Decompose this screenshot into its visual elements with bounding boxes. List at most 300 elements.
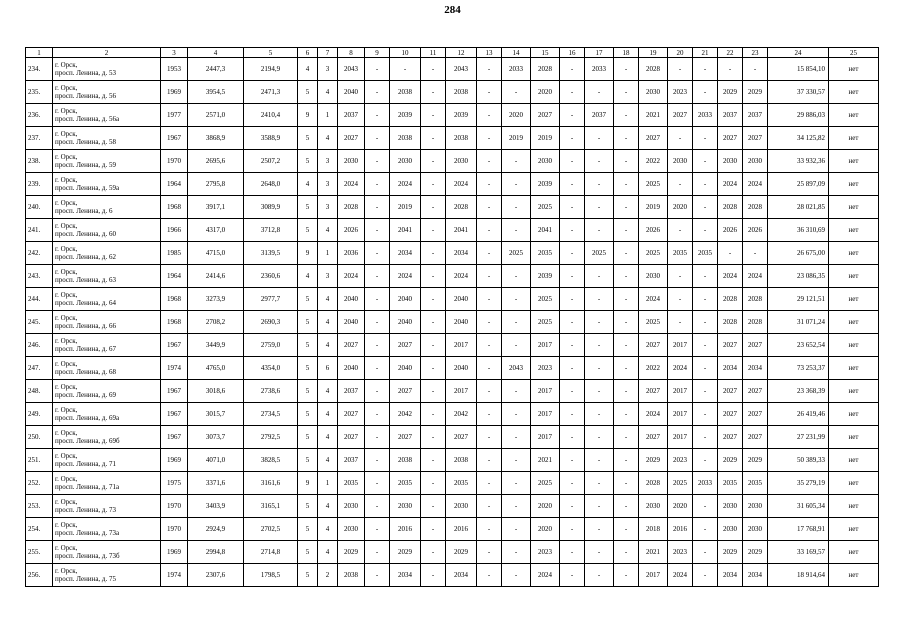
table-cell: 2024 bbox=[390, 265, 421, 288]
table-cell: 5 bbox=[298, 564, 318, 587]
cost-cell: 36 310,69 bbox=[768, 219, 829, 242]
table-cell: 2041 bbox=[446, 219, 477, 242]
table-cell: 2033 bbox=[585, 58, 614, 81]
table-cell: - bbox=[560, 81, 585, 104]
table-cell: - bbox=[614, 311, 639, 334]
column-number: 19 bbox=[639, 48, 668, 58]
table-cell: 3 bbox=[318, 196, 338, 219]
table-cell: 2027 bbox=[446, 426, 477, 449]
table-cell: 2040 bbox=[338, 288, 365, 311]
table-cell: - bbox=[421, 265, 446, 288]
table-cell: 2029 bbox=[338, 541, 365, 564]
table-cell: - bbox=[585, 449, 614, 472]
table-cell: нет bbox=[829, 426, 879, 449]
table-cell: 2024 bbox=[390, 173, 421, 196]
table-cell: 2017 bbox=[446, 380, 477, 403]
table-cell: - bbox=[477, 541, 502, 564]
table-cell: 2016 bbox=[390, 518, 421, 541]
table-cell: 2016 bbox=[668, 518, 693, 541]
row-number: 246. bbox=[26, 334, 53, 357]
table-cell: - bbox=[693, 518, 718, 541]
table-cell: 3015,7 bbox=[188, 403, 244, 426]
table-cell: 9 bbox=[298, 242, 318, 265]
table-cell: 1798,5 bbox=[244, 564, 298, 587]
table-cell: 3954,5 bbox=[188, 81, 244, 104]
table-cell: 2027 bbox=[639, 426, 668, 449]
table-row bbox=[26, 403, 879, 426]
address-cell bbox=[53, 242, 161, 265]
table-cell: 2040 bbox=[338, 357, 365, 380]
table-cell: - bbox=[560, 472, 585, 495]
table-cell: - bbox=[693, 81, 718, 104]
table-cell: - bbox=[668, 311, 693, 334]
table-cell: - bbox=[365, 472, 390, 495]
table-cell: - bbox=[421, 426, 446, 449]
table-cell: 2029 bbox=[718, 81, 743, 104]
table-cell: - bbox=[560, 219, 585, 242]
table-cell: 2026 bbox=[338, 219, 365, 242]
table-cell: 2017 bbox=[446, 334, 477, 357]
address-street: просп. Ленина, д. 63 bbox=[55, 276, 116, 284]
table-cell: - bbox=[614, 495, 639, 518]
table-cell: - bbox=[365, 104, 390, 127]
table-cell: 2039 bbox=[531, 265, 560, 288]
table-cell: - bbox=[560, 196, 585, 219]
table-cell: 1 bbox=[318, 472, 338, 495]
table-cell: - bbox=[693, 357, 718, 380]
table-cell: - bbox=[365, 449, 390, 472]
table-cell: - bbox=[560, 265, 585, 288]
table-cell: 2027 bbox=[639, 127, 668, 150]
table-cell: 4 bbox=[298, 58, 318, 81]
table-cell: - bbox=[614, 219, 639, 242]
address-street: просп. Ленина, д. 62 bbox=[55, 253, 116, 261]
table-row bbox=[26, 311, 879, 334]
table-cell: 2030 bbox=[718, 495, 743, 518]
column-number: 8 bbox=[338, 48, 365, 58]
table-row bbox=[26, 150, 879, 173]
table-cell: - bbox=[502, 449, 531, 472]
table-cell: - bbox=[421, 242, 446, 265]
address-street: просп. Ленина, д. 66 bbox=[55, 322, 116, 330]
table-cell: - bbox=[585, 518, 614, 541]
table-cell: 2019 bbox=[531, 127, 560, 150]
table-cell: 2041 bbox=[390, 219, 421, 242]
table-cell: - bbox=[421, 219, 446, 242]
table-cell: - bbox=[693, 380, 718, 403]
table-row bbox=[26, 104, 879, 127]
column-number: 24 bbox=[768, 48, 829, 58]
table-cell: - bbox=[421, 104, 446, 127]
table-cell: - bbox=[560, 403, 585, 426]
table-cell: - bbox=[585, 219, 614, 242]
address-city: г. Орск, bbox=[55, 429, 78, 437]
table-cell: 2307,6 bbox=[188, 564, 244, 587]
table-cell: 2027 bbox=[743, 127, 768, 150]
table-cell: - bbox=[693, 173, 718, 196]
table-cell: 2759,0 bbox=[244, 334, 298, 357]
table-cell: 2024 bbox=[718, 265, 743, 288]
table-cell: - bbox=[614, 150, 639, 173]
table-cell: 3273,9 bbox=[188, 288, 244, 311]
table-cell: 2024 bbox=[639, 403, 668, 426]
column-number: 5 bbox=[244, 48, 298, 58]
table-cell: 1953 bbox=[161, 58, 188, 81]
table-cell: 2021 bbox=[639, 104, 668, 127]
table-cell: 9 bbox=[298, 472, 318, 495]
table-cell: 2025 bbox=[531, 311, 560, 334]
table-cell: 2029 bbox=[718, 449, 743, 472]
table-cell: нет bbox=[829, 518, 879, 541]
table-cell: - bbox=[421, 311, 446, 334]
table-cell: - bbox=[502, 564, 531, 587]
table-cell: 2030 bbox=[338, 150, 365, 173]
address-city: г. Орск, bbox=[55, 176, 78, 184]
table-cell: 2019 bbox=[639, 196, 668, 219]
table-cell: 2507,2 bbox=[244, 150, 298, 173]
table-cell: 2027 bbox=[718, 127, 743, 150]
table-cell: 2690,3 bbox=[244, 311, 298, 334]
table-cell: - bbox=[477, 472, 502, 495]
table-cell: 2571,0 bbox=[188, 104, 244, 127]
table-cell: - bbox=[668, 219, 693, 242]
address-cell bbox=[53, 403, 161, 426]
table-cell: 9 bbox=[298, 104, 318, 127]
table-cell: 2027 bbox=[639, 380, 668, 403]
table-cell: 2028 bbox=[718, 288, 743, 311]
table-cell: 2025 bbox=[639, 242, 668, 265]
table-cell: 4 bbox=[318, 380, 338, 403]
table-cell: нет bbox=[829, 150, 879, 173]
table-cell: - bbox=[560, 541, 585, 564]
row-number: 239. bbox=[26, 173, 53, 196]
table-cell: - bbox=[614, 81, 639, 104]
table-row bbox=[26, 288, 879, 311]
table-cell: 2027 bbox=[743, 380, 768, 403]
table-row bbox=[26, 564, 879, 587]
table-cell: нет bbox=[829, 564, 879, 587]
table-cell: 2027 bbox=[390, 380, 421, 403]
table-cell: - bbox=[477, 242, 502, 265]
table-cell: нет bbox=[829, 541, 879, 564]
table-cell: 3139,5 bbox=[244, 242, 298, 265]
table-cell: 1969 bbox=[161, 541, 188, 564]
table-cell: 2025 bbox=[639, 173, 668, 196]
table-cell: 3449,9 bbox=[188, 334, 244, 357]
table-cell: 2414,6 bbox=[188, 265, 244, 288]
table-cell: 2037 bbox=[718, 104, 743, 127]
table-cell: нет bbox=[829, 311, 879, 334]
table-cell: 2024 bbox=[338, 265, 365, 288]
table-cell: 2030 bbox=[390, 495, 421, 518]
cost-cell: 23 652,54 bbox=[768, 334, 829, 357]
table-cell: - bbox=[693, 265, 718, 288]
table-cell: 2043 bbox=[446, 58, 477, 81]
table-cell: 2035 bbox=[718, 472, 743, 495]
table-cell: - bbox=[365, 380, 390, 403]
address-cell bbox=[53, 449, 161, 472]
table-cell: - bbox=[585, 564, 614, 587]
table-row bbox=[26, 173, 879, 196]
table-cell: - bbox=[365, 242, 390, 265]
table-cell: нет bbox=[829, 58, 879, 81]
table-cell: 5 bbox=[298, 150, 318, 173]
table-cell: - bbox=[560, 104, 585, 127]
table-cell: - bbox=[614, 426, 639, 449]
table-cell: 2360,6 bbox=[244, 265, 298, 288]
table-cell: - bbox=[421, 518, 446, 541]
table-cell: 2030 bbox=[446, 150, 477, 173]
table-cell: 2037 bbox=[338, 449, 365, 472]
table-cell: - bbox=[693, 219, 718, 242]
table-cell: - bbox=[585, 426, 614, 449]
table-cell: 2038 bbox=[390, 81, 421, 104]
table-cell: 2026 bbox=[743, 219, 768, 242]
table-cell: - bbox=[477, 564, 502, 587]
address-street: просп. Ленина, д. 73а bbox=[55, 529, 120, 537]
address-street: просп. Ленина, д. 75 bbox=[55, 575, 116, 583]
table-cell: - bbox=[693, 495, 718, 518]
address-city: г. Орск, bbox=[55, 521, 78, 529]
table-cell: - bbox=[502, 426, 531, 449]
table-cell: 4 bbox=[318, 518, 338, 541]
table-cell: 2708,2 bbox=[188, 311, 244, 334]
table-cell: - bbox=[693, 403, 718, 426]
table-cell: - bbox=[477, 380, 502, 403]
table-cell: 2030 bbox=[743, 495, 768, 518]
table-cell: нет bbox=[829, 104, 879, 127]
table-cell: 2024 bbox=[668, 564, 693, 587]
cost-cell: 33 169,57 bbox=[768, 541, 829, 564]
table-row bbox=[26, 449, 879, 472]
table-cell: - bbox=[365, 127, 390, 150]
table-cell: - bbox=[693, 127, 718, 150]
table-cell: 2020 bbox=[668, 495, 693, 518]
table-cell: 4715,0 bbox=[188, 242, 244, 265]
table-cell: - bbox=[502, 288, 531, 311]
table-cell: 1966 bbox=[161, 219, 188, 242]
table-row bbox=[26, 541, 879, 564]
table-cell: 5 bbox=[298, 311, 318, 334]
table-cell: 2028 bbox=[718, 311, 743, 334]
table-cell: 2027 bbox=[718, 380, 743, 403]
table-cell: 1969 bbox=[161, 81, 188, 104]
table-cell: 2027 bbox=[668, 104, 693, 127]
table-cell: 2734,5 bbox=[244, 403, 298, 426]
table-cell: нет bbox=[829, 242, 879, 265]
table-cell: нет bbox=[829, 472, 879, 495]
table-cell: 2027 bbox=[390, 426, 421, 449]
table-cell: 4317,0 bbox=[188, 219, 244, 242]
table-cell: 2030 bbox=[390, 150, 421, 173]
table-cell: 2029 bbox=[639, 449, 668, 472]
table-cell: 2034 bbox=[390, 564, 421, 587]
address-cell bbox=[53, 334, 161, 357]
table-cell: нет bbox=[829, 127, 879, 150]
table-cell: 2019 bbox=[502, 127, 531, 150]
table-cell: 2040 bbox=[338, 311, 365, 334]
table-cell: 1974 bbox=[161, 357, 188, 380]
table-cell: 2648,0 bbox=[244, 173, 298, 196]
table-cell: - bbox=[477, 518, 502, 541]
table-cell: 2020 bbox=[531, 495, 560, 518]
table-cell: 3371,6 bbox=[188, 472, 244, 495]
table-cell: 2024 bbox=[668, 357, 693, 380]
table-row bbox=[26, 334, 879, 357]
table-cell: 2038 bbox=[446, 127, 477, 150]
table-cell: 1968 bbox=[161, 196, 188, 219]
address-city: г. Орск, bbox=[55, 61, 78, 69]
table-cell: 2027 bbox=[531, 104, 560, 127]
table-cell: 2030 bbox=[639, 265, 668, 288]
table-cell: 2017 bbox=[531, 426, 560, 449]
address-city: г. Орск, bbox=[55, 544, 78, 552]
table-cell: - bbox=[668, 173, 693, 196]
table-cell: 2036 bbox=[338, 242, 365, 265]
table-cell: 2025 bbox=[531, 472, 560, 495]
table-cell: - bbox=[585, 495, 614, 518]
table-cell: 2038 bbox=[446, 81, 477, 104]
table-cell: 2030 bbox=[446, 495, 477, 518]
row-number: 254. bbox=[26, 518, 53, 541]
table-cell: 2695,6 bbox=[188, 150, 244, 173]
table-cell: 2040 bbox=[390, 357, 421, 380]
table-row bbox=[26, 196, 879, 219]
row-number: 251. bbox=[26, 449, 53, 472]
table-cell: 6 bbox=[318, 357, 338, 380]
table-cell: - bbox=[477, 104, 502, 127]
table-cell: - bbox=[614, 541, 639, 564]
table-cell: - bbox=[614, 472, 639, 495]
cost-cell: 27 231,99 bbox=[768, 426, 829, 449]
table-cell: 2017 bbox=[668, 334, 693, 357]
table-cell: 2024 bbox=[446, 265, 477, 288]
column-number: 4 bbox=[188, 48, 244, 58]
table-cell: - bbox=[693, 58, 718, 81]
table-cell: - bbox=[560, 242, 585, 265]
table-cell: - bbox=[693, 564, 718, 587]
table-cell: - bbox=[614, 58, 639, 81]
table-cell: 2017 bbox=[531, 380, 560, 403]
table-cell: 2027 bbox=[639, 334, 668, 357]
table-cell: 2037 bbox=[338, 104, 365, 127]
table-cell: - bbox=[365, 357, 390, 380]
table-cell: 2018 bbox=[639, 518, 668, 541]
table-cell: - bbox=[560, 173, 585, 196]
table-row bbox=[26, 81, 879, 104]
table-cell: - bbox=[365, 311, 390, 334]
table-cell: - bbox=[585, 380, 614, 403]
table-cell: 4 bbox=[298, 173, 318, 196]
column-number: 17 bbox=[585, 48, 614, 58]
table-cell: - bbox=[560, 426, 585, 449]
table-cell: - bbox=[477, 403, 502, 426]
table-cell: 2029 bbox=[446, 541, 477, 564]
table-cell: 4 bbox=[318, 127, 338, 150]
table-cell: 3165,1 bbox=[244, 495, 298, 518]
column-number: 23 bbox=[743, 48, 768, 58]
address-cell bbox=[53, 173, 161, 196]
table-cell: 2024 bbox=[743, 173, 768, 196]
table-cell: 2017 bbox=[668, 426, 693, 449]
table-cell: - bbox=[365, 150, 390, 173]
cost-cell: 23 086,35 bbox=[768, 265, 829, 288]
table-cell: 2030 bbox=[639, 81, 668, 104]
table-row bbox=[26, 380, 879, 403]
table-cell: - bbox=[693, 311, 718, 334]
table-cell: - bbox=[693, 150, 718, 173]
table-cell: нет bbox=[829, 288, 879, 311]
table-cell: 2034 bbox=[743, 357, 768, 380]
table-cell: 2026 bbox=[639, 219, 668, 242]
table-cell: - bbox=[421, 472, 446, 495]
table-cell: 2994,8 bbox=[188, 541, 244, 564]
table-cell: - bbox=[614, 104, 639, 127]
table-cell: - bbox=[560, 334, 585, 357]
table-cell: - bbox=[614, 403, 639, 426]
table-cell: - bbox=[743, 58, 768, 81]
table-cell: 2025 bbox=[531, 288, 560, 311]
address-street: просп. Ленина, д. 58 bbox=[55, 138, 116, 146]
table-cell: 2042 bbox=[390, 403, 421, 426]
table-cell: 2040 bbox=[446, 288, 477, 311]
table-cell: - bbox=[477, 265, 502, 288]
table-cell: - bbox=[477, 288, 502, 311]
table-cell: 1 bbox=[318, 104, 338, 127]
table-cell: - bbox=[668, 288, 693, 311]
table-cell: 2030 bbox=[743, 150, 768, 173]
address-city: г. Орск, bbox=[55, 222, 78, 230]
table-cell: - bbox=[614, 196, 639, 219]
table-cell: - bbox=[693, 426, 718, 449]
table-cell: нет bbox=[829, 334, 879, 357]
table-cell: - bbox=[718, 58, 743, 81]
table-cell: 5 bbox=[298, 495, 318, 518]
table-cell: 2447,3 bbox=[188, 58, 244, 81]
table-cell: нет bbox=[829, 81, 879, 104]
column-number: 6 bbox=[298, 48, 318, 58]
table-cell: - bbox=[560, 58, 585, 81]
table-cell: - bbox=[560, 311, 585, 334]
table-cell: 2038 bbox=[338, 564, 365, 587]
table-cell: - bbox=[585, 196, 614, 219]
table-cell: 4 bbox=[318, 403, 338, 426]
table-cell: 2027 bbox=[743, 426, 768, 449]
address-city: г. Орск, bbox=[55, 567, 78, 575]
column-number: 3 bbox=[161, 48, 188, 58]
address-street: просп. Ленина, д. 71 bbox=[55, 460, 116, 468]
table-cell: 2037 bbox=[585, 104, 614, 127]
table-cell: - bbox=[560, 380, 585, 403]
table-cell: 2043 bbox=[502, 357, 531, 380]
table-cell: 1970 bbox=[161, 495, 188, 518]
table-cell: 4 bbox=[318, 426, 338, 449]
row-number: 255. bbox=[26, 541, 53, 564]
column-number: 25 bbox=[829, 48, 879, 58]
table-cell: 2028 bbox=[639, 472, 668, 495]
table-cell: 2034 bbox=[718, 357, 743, 380]
table-row bbox=[26, 58, 879, 81]
table-cell: 2035 bbox=[531, 242, 560, 265]
table-cell: 1974 bbox=[161, 564, 188, 587]
address-cell bbox=[53, 58, 161, 81]
table-cell: 2023 bbox=[668, 541, 693, 564]
address-street: просп. Ленина, д. 6 bbox=[55, 207, 113, 215]
address-cell bbox=[53, 219, 161, 242]
table-cell: 4 bbox=[298, 265, 318, 288]
table-cell: 3403,9 bbox=[188, 495, 244, 518]
row-number: 238. bbox=[26, 150, 53, 173]
